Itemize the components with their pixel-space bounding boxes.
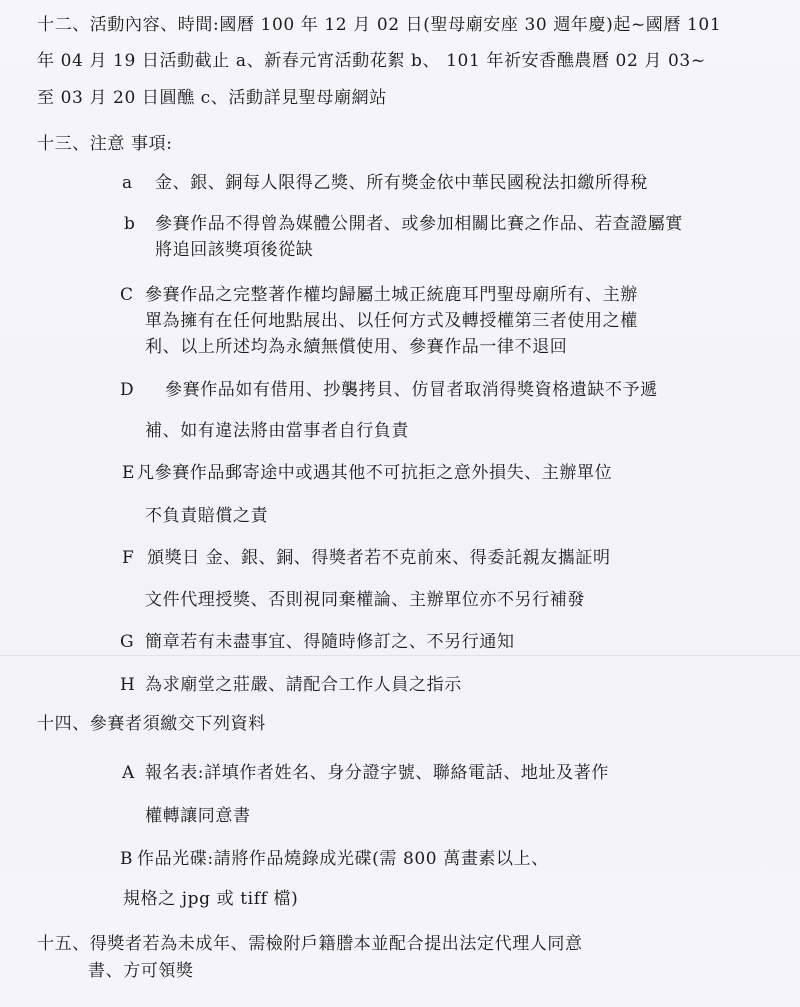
item-b-marker: b (124, 214, 135, 234)
item-b-line-2: 將追回該獎項後從缺 (155, 240, 314, 260)
item-d-line-1: 參賽作品如有借用、抄襲拷貝、仿冒者取消得獎資格遺缺不予遞 (165, 380, 658, 400)
item-14a-line-2: 權轉讓同意書 (145, 806, 251, 826)
item-c-line-3: 利、以上所述均為永續無償使用、參賽作品一律不退回 (145, 337, 568, 357)
item-b-line-1: 參賽作品不得曾為媒體公開者、或參加相關比賽之作品、若查證屬實 (155, 214, 683, 234)
section-12-line-2: 年 04 月 19 日活動截止 a、新春元宵活動花絮 b、 101 年祈安香醮農曆 02 月 03~ (37, 51, 706, 71)
section-12-line-1: 十二、活動內容、時間:國曆 100 年 12 月 02 日(聖母廟安座 30 週年慶)起~國曆 101 (37, 15, 722, 35)
section-15-line-2: 書、方可領獎 (88, 961, 194, 981)
item-a-marker: a (122, 173, 133, 193)
paper-fold-line (0, 655, 800, 656)
item-a-line-1: 金、銀、銅每人限得乙獎、所有獎金依中華民國稅法扣繳所得稅 (155, 173, 648, 193)
section-15-line-1: 十五、得獎者若為未成年、需檢附戶籍謄本並配合提出法定代理人同意 (37, 934, 583, 954)
item-e-line-2: 不負責賠償之責 (145, 506, 269, 526)
item-f-marker: F (122, 548, 134, 568)
section-12-line-3: 至 03 月 20 日圓醮 c、活動詳見聖母廟網站 (37, 88, 387, 108)
item-h-marker: H (120, 675, 135, 695)
section-14-heading: 十四、參賽者須繳交下列資料 (37, 714, 266, 734)
item-c-marker: C (120, 285, 134, 305)
section-13-heading: 十三、注意 事項: (37, 134, 173, 154)
item-14b-line-1: 作品光碟:請將作品燒錄成光碟(需 800 萬畫素以上、 (137, 849, 549, 869)
item-f-line-2: 文件代理授獎、否則視同棄權論、主辦單位亦不另行補發 (145, 590, 585, 610)
item-c-line-2: 單為擁有在任何地點展出、以任何方式及轉授權第三者使用之權 (145, 311, 638, 331)
item-14b-line-2: 規格之 jpg 或 tiff 檔) (123, 889, 299, 909)
item-f-line-1: 頒獎日 金、銀、銅、得獎者若不克前來、得委託親友攜証明 (147, 548, 611, 568)
item-14a-marker: A (122, 763, 135, 783)
item-e-marker: E (122, 463, 135, 483)
item-h-line-1: 為求廟堂之莊嚴、請配合工作人員之指示 (145, 675, 462, 695)
item-e-line-1: 凡參賽作品郵寄途中或遇其他不可抗拒之意外損失、主辦單位 (137, 463, 613, 483)
item-c-line-1: 參賽作品之完整著作權均歸屬土城正統鹿耳門聖母廟所有、主辦 (145, 285, 638, 305)
item-d-line-2: 補、如有違法將由當事者自行負責 (145, 421, 409, 441)
item-14a-line-1: 報名表:詳填作者姓名、身分證字號、聯絡電話、地址及著作 (145, 763, 609, 783)
item-d-marker: D (120, 380, 134, 400)
item-g-line-1: 簡章若有未盡事宜、得隨時修訂之、不另行通知 (145, 632, 515, 652)
item-14b-marker: B (120, 849, 133, 869)
item-g-marker: G (120, 632, 134, 652)
